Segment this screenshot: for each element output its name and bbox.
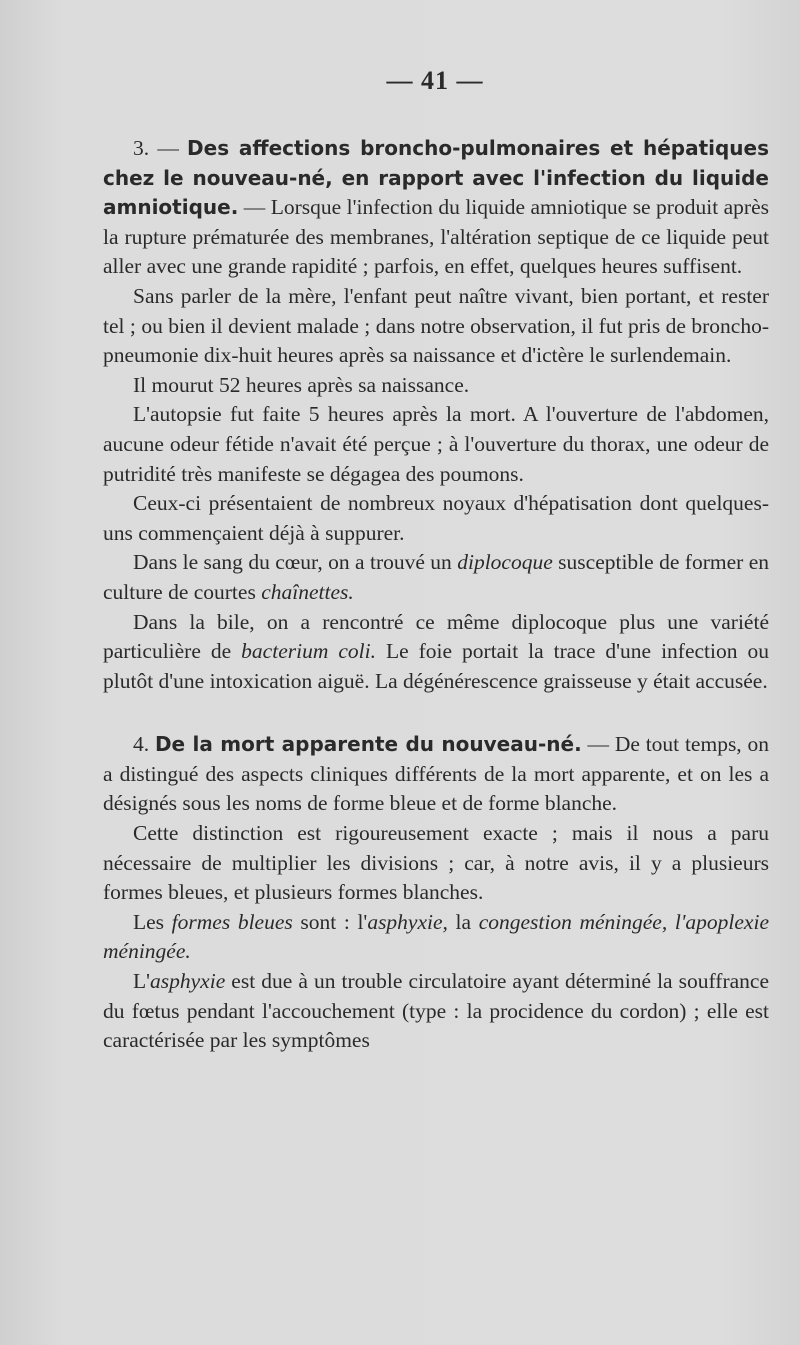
paragraph: Cette distinction est rigoureusement exacte ; mais il nous a paru nécessaire de multiplier les divisions ; car, à notre avis, il y a plusieurs formes bleues, et plusieurs formes blanches. (103, 821, 769, 905)
paragraph: Ceux-ci présentaient de nombreux noyaux d'hépatisation dont quelques-uns commençaient déjà à suppurer. (103, 491, 769, 545)
paragraph (103, 608, 769, 697)
paragraph: Sans parler de la mère, l'enfant peut naître vivant, bien portant, et rester tel ; ou bien il devient malade ; dans notre observation, il fut pris de broncho-pneumonie dix-huit heures après sa naissance et d'ictère le surlendemain. (103, 283, 769, 368)
text-run: Le foie portait la trace d'une infection ou plutôt d'une intoxication aiguë. La dégénérescence graisseuse y était accusée. (103, 639, 769, 693)
text-run: L' (133, 969, 151, 994)
italic-term: formes bleues (171, 909, 293, 934)
paragraph (103, 908, 769, 967)
italic-term: asphyxie, (367, 909, 448, 934)
italic-term: asphyxie (150, 969, 226, 994)
paragraph (103, 967, 769, 1056)
section-4-title: De la mort apparente du nouveau-né. (154, 732, 582, 757)
italic-term: l'apoplexie méningée. (103, 909, 769, 964)
italic-term: chaînettes. (261, 579, 354, 604)
paragraph: Il mourut 52 heures après sa naissance. (133, 372, 470, 397)
section-4-lead: — De tout temps, on a distingué des aspects cliniques différents de la mort apparente, et on les a désignés sous les noms de forme bleue et de forme blanche. (103, 732, 769, 816)
text-run: Dans la bile, on a rencontré ce même diplocoque plus une variété particulière de (103, 609, 769, 664)
section-3-intro (103, 134, 769, 282)
section-4-number: 4. (133, 732, 150, 757)
section-3-lead: — Lorsque l'infection du liquide amniotique se produit après la rupture prématurée des membranes, l'altération septique de ce liquide peut aller avec une grande rapidité ; parfois, en effet, quelques heures suffisent. (103, 195, 769, 279)
italic-term: diplocoque (457, 550, 553, 575)
section-3-number: 3. — (133, 136, 179, 160)
text-run: la (447, 909, 479, 934)
text-run: Dans le sang du cœur, on a trouvé un (133, 550, 458, 575)
section-4-intro (103, 730, 769, 819)
page-number: — 41 — (386, 66, 484, 95)
paragraph: L'autopsie fut faite 5 heures après la mort. A l'ouverture de l'abdomen, aucune odeur fétide n'avait été perçue ; à l'ouverture du thorax, une odeur de putridité très manifeste se dégagea des poumons. (103, 402, 769, 486)
page-body (103, 134, 769, 1056)
paragraph (103, 548, 769, 607)
text-run: susceptible de former en culture de courtes (103, 550, 769, 604)
text-run: sont : l' (292, 909, 368, 934)
text-run: Les (133, 909, 172, 934)
text-run: est due à un trouble circulatoire ayant déterminé la souffrance du fœtus pendant l'accouchement (type : la procidence du cordon) ; elle est caractérisée par les symptômes (103, 969, 769, 1053)
section-3-title: Des affections broncho-pulmonaires et hépatiques chez le nouveau-né, en rapport avec l'infection du liquide amniotique. (103, 136, 770, 220)
italic-term: congestion méningée, (478, 909, 668, 934)
italic-term: bacterium coli. (241, 639, 376, 664)
